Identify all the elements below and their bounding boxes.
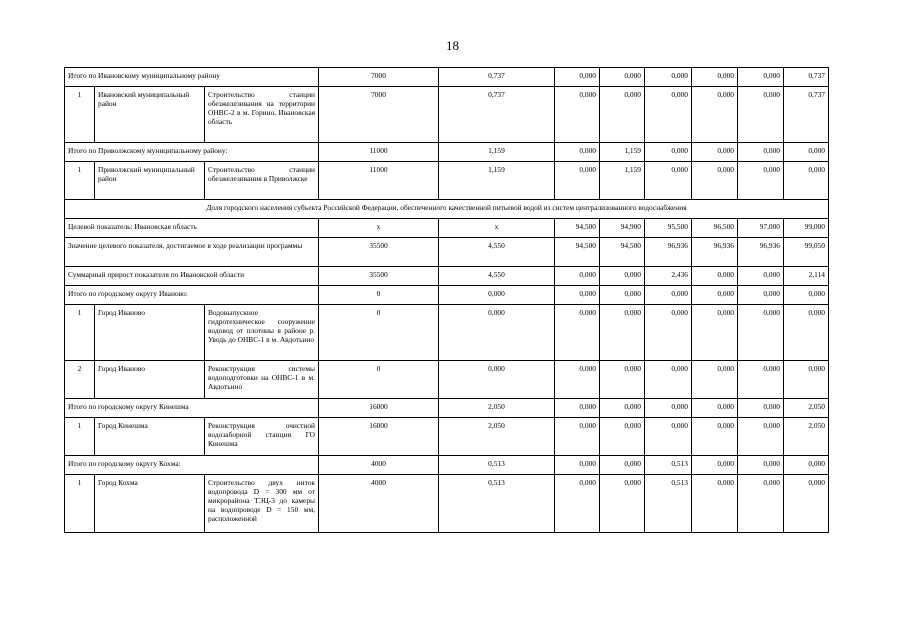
table-row — [65, 162, 829, 200]
row-number: 1 — [65, 305, 95, 361]
value-cell: 0,000 — [784, 305, 829, 361]
value-cell: 0,000 — [692, 418, 738, 456]
value-cell: 0,000 — [645, 162, 692, 200]
value-cell: 1,159 — [600, 143, 645, 162]
row-label: Значение целевого показателя, достигаемое в ходе реализации программы — [65, 238, 319, 267]
value-cell: 0,000 — [645, 143, 692, 162]
project-cell: Водовыпускное гидротехническое сооружение водовод от плотины в районе р. Уводь до ОНВС-1 в м. Авдотьино — [205, 305, 319, 361]
value-cell: 0,000 — [645, 87, 692, 143]
value-cell: 0,000 — [784, 456, 829, 475]
municipality-cell: Приволжский муниципальный район — [95, 162, 205, 200]
row-label: Суммарный прирост показателя по Ивановской области — [65, 267, 319, 286]
table-row — [65, 475, 829, 533]
value-cell: 94,900 — [600, 219, 645, 238]
value-cell: 0,000 — [555, 399, 600, 418]
value-cell: 0,000 — [600, 456, 645, 475]
table-row — [65, 87, 829, 143]
value-cell: 1,159 — [439, 162, 555, 200]
value-cell: 4,550 — [439, 267, 555, 286]
value-cell: 35500 — [319, 267, 439, 286]
project-cell: Строительство двух ниток водопровода D = 300 мм от микрорайона ТЭЦ-3 до камеры на водопроводе D = 150 мм, расположенной — [205, 475, 319, 533]
value-cell: 11000 — [319, 162, 439, 200]
value-cell: 97,000 — [738, 219, 784, 238]
value-cell: 0,000 — [439, 361, 555, 399]
total-row — [65, 267, 829, 286]
value-cell: 4000 — [319, 456, 439, 475]
row-label: Итого по Приволжскому муниципальному району: — [65, 143, 319, 162]
project-cell: Реконструкция очистной водозаборной станции ГО Кинешма — [205, 418, 319, 456]
value-cell: 2,050 — [784, 399, 829, 418]
total-row — [65, 143, 829, 162]
value-cell: 96,500 — [692, 219, 738, 238]
total-row — [65, 68, 829, 87]
municipality-cell: Город Иваново — [95, 305, 205, 361]
value-cell: 2,050 — [439, 418, 555, 456]
total-row — [65, 286, 829, 305]
row-label: Итого по городскому округу Кинешма — [65, 399, 319, 418]
value-cell: 0,000 — [784, 361, 829, 399]
municipality-cell: Город Иваново — [95, 361, 205, 399]
municipality-cell: Ивановский муниципальный район — [95, 87, 205, 143]
table-row — [65, 361, 829, 399]
value-cell: 0,000 — [645, 418, 692, 456]
value-cell: 0,000 — [692, 286, 738, 305]
value-cell: 0,000 — [645, 68, 692, 87]
value-cell: 0,000 — [600, 399, 645, 418]
row-label: Итого по городскому округу Иваново: — [65, 286, 319, 305]
value-cell: 0,000 — [692, 68, 738, 87]
value-cell: 0 — [319, 305, 439, 361]
value-cell: 0,000 — [600, 87, 645, 143]
value-cell: 96,936 — [738, 238, 784, 267]
value-cell: 0,000 — [784, 143, 829, 162]
table-row — [65, 305, 829, 361]
value-cell: 35500 — [319, 238, 439, 267]
value-cell: 1,159 — [439, 143, 555, 162]
row-label: Итого по городскому округу Кохма: — [65, 456, 319, 475]
value-cell: 99,050 — [784, 238, 829, 267]
value-cell: 0,000 — [692, 305, 738, 361]
value-cell: 0,737 — [439, 68, 555, 87]
value-cell: 0,000 — [692, 87, 738, 143]
value-cell: 0,000 — [645, 399, 692, 418]
value-cell: 94,500 — [555, 219, 600, 238]
total-row — [65, 399, 829, 418]
project-cell: Строительство станции обезжелезивания на территории ОНВС-2 в м. Горино, Ивановская область — [205, 87, 319, 143]
value-cell: 0,737 — [784, 87, 829, 143]
table-row — [65, 418, 829, 456]
value-cell: 2,050 — [784, 418, 829, 456]
section-title: Доля городского населения субъекта Российской Федерации, обеспеченного качественной питьевой водой из систем централизованного водоснабжения — [65, 200, 829, 219]
value-cell: 0,000 — [738, 456, 784, 475]
row-number: 1 — [65, 418, 95, 456]
value-cell: 0,000 — [692, 475, 738, 533]
value-cell: 1,159 — [600, 162, 645, 200]
value-cell: 99,000 — [784, 219, 829, 238]
municipality-cell: Город Кинешма — [95, 418, 205, 456]
value-cell: 0,000 — [600, 361, 645, 399]
total-row — [65, 219, 829, 238]
row-label: Целевой показатель: Ивановская область — [65, 219, 319, 238]
value-cell: 94,500 — [600, 238, 645, 267]
row-number: 1 — [65, 162, 95, 200]
value-cell: 0,000 — [555, 305, 600, 361]
value-cell: 0,000 — [738, 68, 784, 87]
value-cell: 0,000 — [600, 286, 645, 305]
page-number: 18 — [446, 38, 459, 53]
value-cell: 96,936 — [692, 238, 738, 267]
value-cell: 0,000 — [738, 87, 784, 143]
row-label: Итого по Ивановскому муниципальному району — [65, 68, 319, 87]
value-cell: 0 — [319, 361, 439, 399]
value-cell: 0,000 — [738, 286, 784, 305]
value-cell: 0,000 — [738, 418, 784, 456]
value-cell: 4000 — [319, 475, 439, 533]
value-cell: 0,000 — [784, 286, 829, 305]
value-cell: 0,513 — [645, 456, 692, 475]
value-cell: х — [439, 219, 555, 238]
value-cell: 0,000 — [738, 162, 784, 200]
value-cell: 16000 — [319, 418, 439, 456]
value-cell: 0,000 — [600, 475, 645, 533]
municipality-cell: Город Кохма — [95, 475, 205, 533]
value-cell: 0,000 — [555, 267, 600, 286]
value-cell: 2,114 — [784, 267, 829, 286]
value-cell: 0,513 — [439, 475, 555, 533]
value-cell: 0,000 — [692, 267, 738, 286]
value-cell: 0,000 — [784, 475, 829, 533]
value-cell: 0,000 — [555, 162, 600, 200]
value-cell: 0,000 — [555, 361, 600, 399]
value-cell: 0,000 — [738, 361, 784, 399]
value-cell: 0,000 — [645, 305, 692, 361]
total-row — [65, 456, 829, 475]
value-cell: 0,000 — [439, 286, 555, 305]
value-cell: 0,000 — [600, 305, 645, 361]
value-cell: 0,000 — [738, 475, 784, 533]
value-cell: 95,500 — [645, 219, 692, 238]
row-number: 1 — [65, 475, 95, 533]
value-cell: 0,000 — [784, 162, 829, 200]
value-cell: 0,000 — [439, 305, 555, 361]
project-cell: Строительство станции обезжелезивания в Приволжске — [205, 162, 319, 200]
value-cell: 0,000 — [738, 267, 784, 286]
value-cell: 0,000 — [692, 361, 738, 399]
value-cell: 0,000 — [692, 456, 738, 475]
value-cell: 0,000 — [692, 399, 738, 418]
value-cell: 0,000 — [645, 361, 692, 399]
value-cell: 0,000 — [555, 87, 600, 143]
value-cell: 0,000 — [738, 399, 784, 418]
row-number: 1 — [65, 87, 95, 143]
value-cell: 16000 — [319, 399, 439, 418]
value-cell: 0,000 — [738, 143, 784, 162]
value-cell: 2,050 — [439, 399, 555, 418]
value-cell: 7000 — [319, 68, 439, 87]
value-cell: 0,737 — [784, 68, 829, 87]
value-cell: 94,500 — [555, 238, 600, 267]
value-cell: 11000 — [319, 143, 439, 162]
value-cell: 0,000 — [600, 418, 645, 456]
investment-table — [64, 67, 829, 533]
value-cell: 0,000 — [738, 305, 784, 361]
value-cell: 0,000 — [555, 456, 600, 475]
value-cell: 0,000 — [555, 475, 600, 533]
value-cell: 0,000 — [555, 286, 600, 305]
row-number: 2 — [65, 361, 95, 399]
project-cell: Реконструкция системы водоподготовки на ОНВС-1 в м. Авдотьино — [205, 361, 319, 399]
section-row — [65, 200, 829, 219]
value-cell: 0,000 — [555, 143, 600, 162]
value-cell: 0,513 — [645, 475, 692, 533]
value-cell: 0,000 — [645, 286, 692, 305]
value-cell: 96,936 — [645, 238, 692, 267]
value-cell: 7000 — [319, 87, 439, 143]
value-cell: 0 — [319, 286, 439, 305]
value-cell: 0,000 — [600, 68, 645, 87]
value-cell: 0,000 — [555, 418, 600, 456]
value-cell: 0,000 — [692, 143, 738, 162]
value-cell: 2,436 — [645, 267, 692, 286]
value-cell: 0,000 — [600, 267, 645, 286]
value-cell: 4,550 — [439, 238, 555, 267]
value-cell: 0,737 — [439, 87, 555, 143]
value-cell: 0,000 — [692, 162, 738, 200]
value-cell: 0,000 — [555, 68, 600, 87]
value-cell: 0,513 — [439, 456, 555, 475]
total-row — [65, 238, 829, 267]
value-cell: х — [319, 219, 439, 238]
